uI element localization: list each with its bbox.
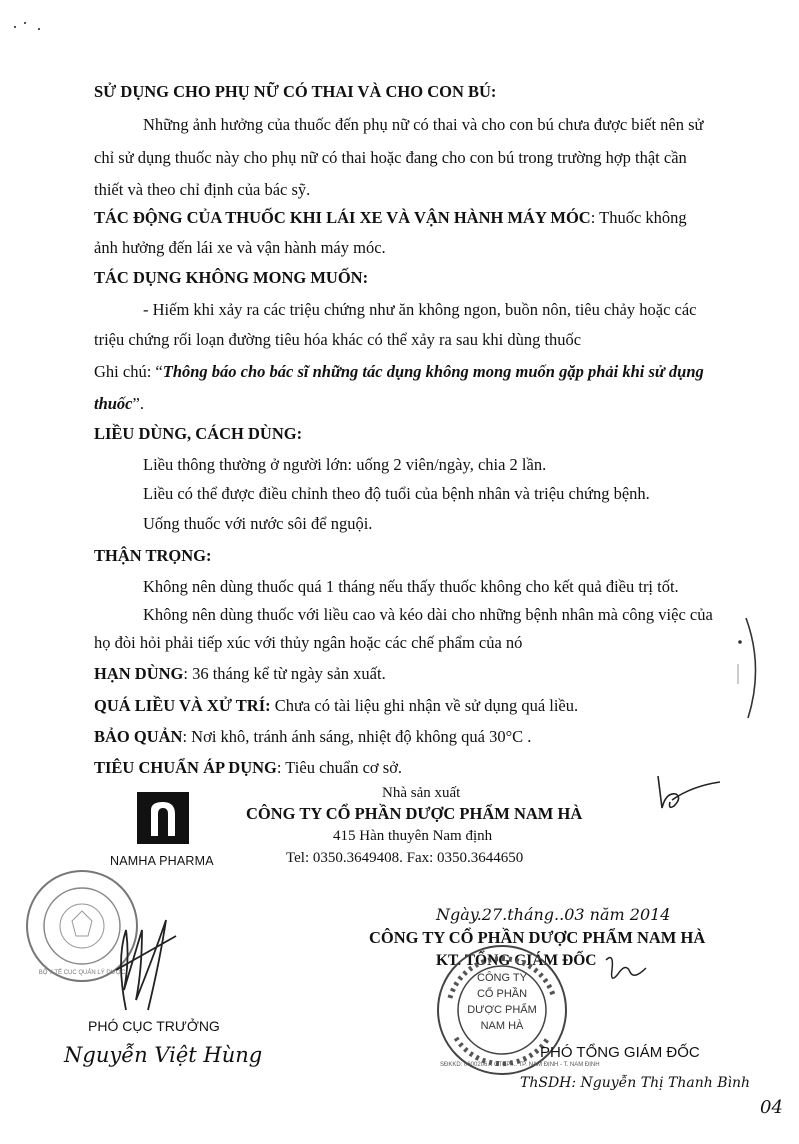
- bureau-seal-text: BỘ Y TẾ CỤC QUẢN LÝ DƯỢC: [38, 970, 126, 976]
- page-mark: 04: [760, 1097, 783, 1118]
- caution-heading: THẬN TRỌNG:: [94, 546, 212, 565]
- bureau-name: Nguyễn Việt Hùng: [64, 1043, 263, 1067]
- standard-heading: TIÊU CHUẨN ÁP DỤNG: [94, 758, 277, 777]
- manufacturer-address: 415 Hàn thuyên Nam định: [333, 828, 493, 844]
- date-day: 27: [481, 905, 503, 924]
- note-label: Ghi chú: “: [94, 362, 163, 381]
- pregnancy-line-2: chỉ sử dụng thuốc này cho phụ nữ có thai hoặc đang cho con bú trong trường hợp thật cần: [94, 148, 687, 167]
- signature-company: CÔNG TY CỔ PHẦN DƯỢC PHẨM NAM HÀ: [369, 928, 706, 947]
- dosage-line-1: Liều thông thường ở người lớn: uống 2 viên/ngày, chia 2 lần.: [143, 455, 547, 474]
- standard-line: [94, 758, 402, 778]
- manufacturer-label: Nhà sản xuất: [382, 785, 461, 801]
- driving-line-1: [94, 208, 687, 228]
- margin-mark: [728, 612, 768, 722]
- deputy-name: ThSDH: Nguyễn Thị Thanh Bình: [520, 1075, 751, 1091]
- date-year: năm 2014: [584, 905, 671, 924]
- caution-line-1: Không nên dùng thuốc quá 1 tháng nếu thấy thuốc không cho kết quả điều trị tốt.: [143, 577, 679, 596]
- pregnancy-heading: SỬ DỤNG CHO PHỤ NỮ CÓ THAI VÀ CHO CON BÚ:: [94, 82, 497, 101]
- side-effects-line-2: triệu chứng rối loạn đường tiêu hóa khác có thể xảy ra sau khi dùng thuốc: [94, 330, 582, 349]
- namha-logo-mark: [137, 792, 189, 844]
- dosage-heading: LIỀU DÙNG, CÁCH DÙNG:: [94, 424, 303, 443]
- pregnancy-line-3: thiết và theo chỉ định của bác sỹ.: [94, 180, 311, 199]
- note-text-1: Thông báo cho bác sĩ những tác dụng không mong muốn gặp phải khi sử dụng: [162, 362, 704, 381]
- stamp-text: [462, 970, 542, 1034]
- driving-heading: TÁC ĐỘNG CỦA THUỐC KHI LÁI XE VÀ VẬN HÀNH MÁY MÓC: [94, 208, 591, 227]
- side-effects-heading: TÁC DỤNG KHÔNG MONG MUỐN:: [94, 268, 369, 287]
- manufacturer-company: CÔNG TY CỔ PHẦN DƯỢC PHẨM NAM HÀ: [246, 804, 583, 823]
- note-line-1: [94, 362, 704, 382]
- deputy-title: PHÓ TỔNG GIÁM ĐỐC: [540, 1044, 700, 1061]
- stamp-line-4: NAM HÀ: [480, 1020, 524, 1032]
- side-effects-line-1: - Hiếm khi xảy ra các triệu chứng như ăn không ngon, buồn nôn, tiêu chảy hoặc các: [143, 300, 697, 319]
- overdose-text: Chưa có tài liệu ghi nhận về sử dụng quá liều.: [270, 696, 579, 715]
- bureau-signature: [96, 900, 196, 1030]
- deputy-signature: [600, 950, 660, 990]
- note-text-2: thuốc: [94, 394, 133, 413]
- caution-line-3: họ đòi hỏi phải tiếp xúc với thủy ngân hoặc các chế phẩm của nó: [94, 633, 523, 652]
- overdose-heading: QUÁ LIỀU VÀ XỬ TRÍ:: [94, 696, 271, 715]
- scan-specks: [14, 22, 44, 32]
- handwritten-initial: [648, 772, 728, 816]
- date-month: 03: [564, 905, 585, 924]
- namha-logo: [137, 792, 189, 844]
- date-line: [436, 905, 670, 925]
- storage-text: : Nơi khô, tránh ánh sáng, nhiệt độ không quá 30°C .: [182, 727, 532, 746]
- date-month-prefix: .tháng..: [502, 905, 565, 924]
- stamp-line-3: DƯỢC PHẨM: [467, 1004, 537, 1016]
- signature-position: KT. TỔNG GIÁM ĐỐC: [436, 952, 597, 969]
- dosage-line-2: Liều có thể được điều chỉnh theo độ tuổi của bệnh nhân và triệu chứng bệnh.: [143, 484, 650, 503]
- note-end: ”.: [132, 394, 144, 413]
- bureau-title: PHÓ CỤC TRƯỞNG: [88, 1018, 220, 1034]
- manufacturer-phone: Tel: 0350.3649408. Fax: 0350.3644650: [286, 850, 524, 866]
- stamp-line-1: CÔNG TY: [477, 972, 527, 984]
- expiry-line: [94, 664, 386, 684]
- standard-text: : Tiêu chuẩn cơ sở.: [276, 758, 403, 777]
- driving-text-1: : Thuốc không: [590, 208, 687, 227]
- note-line-2: [94, 394, 144, 414]
- pregnancy-line-1: Những ảnh hưởng của thuốc đến phụ nữ có thai và cho con bú chưa được biết nên sử: [143, 115, 704, 134]
- expiry-text: : 36 tháng kể từ ngày sản xuất.: [183, 664, 386, 683]
- date-prefix: Ngày.: [436, 905, 482, 924]
- storage-line: [94, 727, 531, 747]
- overdose-line: [94, 696, 578, 716]
- dosage-line-3: Uống thuốc với nước sôi để nguội.: [143, 514, 373, 533]
- namha-logo-text: NAMHA PHARMA: [110, 854, 214, 868]
- storage-heading: BẢO QUẢN: [94, 727, 183, 746]
- driving-line-2: ảnh hưởng đến lái xe và vận hành máy móc.: [94, 238, 386, 257]
- stamp-line-2: CỔ PHẦN: [476, 988, 528, 1000]
- expiry-heading: HẠN DÙNG: [94, 664, 184, 683]
- caution-line-2: Không nên dùng thuốc với liều cao và kéo dài cho những bệnh nhân mà công việc của: [143, 605, 713, 624]
- stamp-ring-text: SĐKKD: 0600206... CTCP ... TP. NAM ĐỊNH - T. NAM ĐỊNH: [440, 1062, 600, 1068]
